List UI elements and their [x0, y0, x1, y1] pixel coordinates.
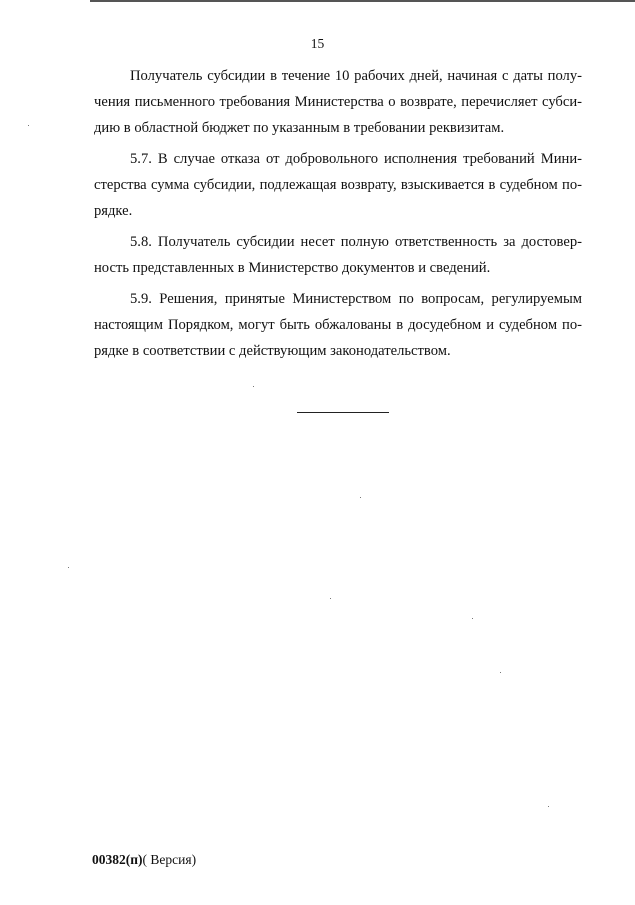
paragraph-line: 5.8. Получатель субсидии несет полную ответственность за достовер-: [130, 234, 582, 250]
document-body: [94, 63, 582, 369]
top-edge-rule: [90, 0, 635, 2]
footer-code: 00382(п): [92, 852, 143, 867]
closing-separator-line: [297, 412, 389, 413]
paragraph-line: Получатель субсидии в течение 10 рабочих дней, начиная с даты полу-: [130, 68, 582, 84]
scan-speck: [68, 567, 69, 568]
paragraph-line: рядке.: [94, 203, 133, 219]
paragraph-recipient-refund: [94, 63, 582, 141]
paragraph-line: дию в областной бюджет по указанным в требовании реквизитам.: [94, 120, 505, 136]
scan-speck: [472, 618, 473, 619]
scan-speck: [28, 125, 29, 126]
paragraph-clause-5-9: [94, 286, 582, 364]
paragraph-clause-5-7: [94, 146, 582, 224]
paragraph-line: 5.9. Решения, принятые Министерством по вопросам, регулируемым: [130, 291, 582, 307]
paragraph-line: 5.7. В случае отказа от добровольного исполнения требований Мини-: [130, 151, 582, 167]
footer-document-code: [92, 852, 196, 868]
scan-speck: [330, 598, 331, 599]
page-number: 15: [310, 36, 325, 51]
paragraph-line: стерства сумма субсидии, подлежащая возврату, взыскивается в судебном по-: [94, 177, 582, 193]
paragraph-line: чения письменного требования Министерства о возврате, перечисляет субси-: [94, 94, 582, 110]
paragraph-line: ность представленных в Министерство документов и сведений.: [94, 260, 491, 276]
paragraph-line: настоящим Порядком, могут быть обжалованы в досудебном и судебном по-: [94, 317, 582, 333]
scan-speck: [500, 672, 501, 673]
paragraph-clause-5-8: [94, 229, 582, 281]
footer-version: ( Версия): [142, 852, 197, 867]
scan-speck: [253, 386, 254, 387]
scan-speck: [360, 497, 361, 498]
scan-speck: [548, 806, 549, 807]
paragraph-line: рядке в соответствии с действующим законодательством.: [94, 343, 451, 359]
